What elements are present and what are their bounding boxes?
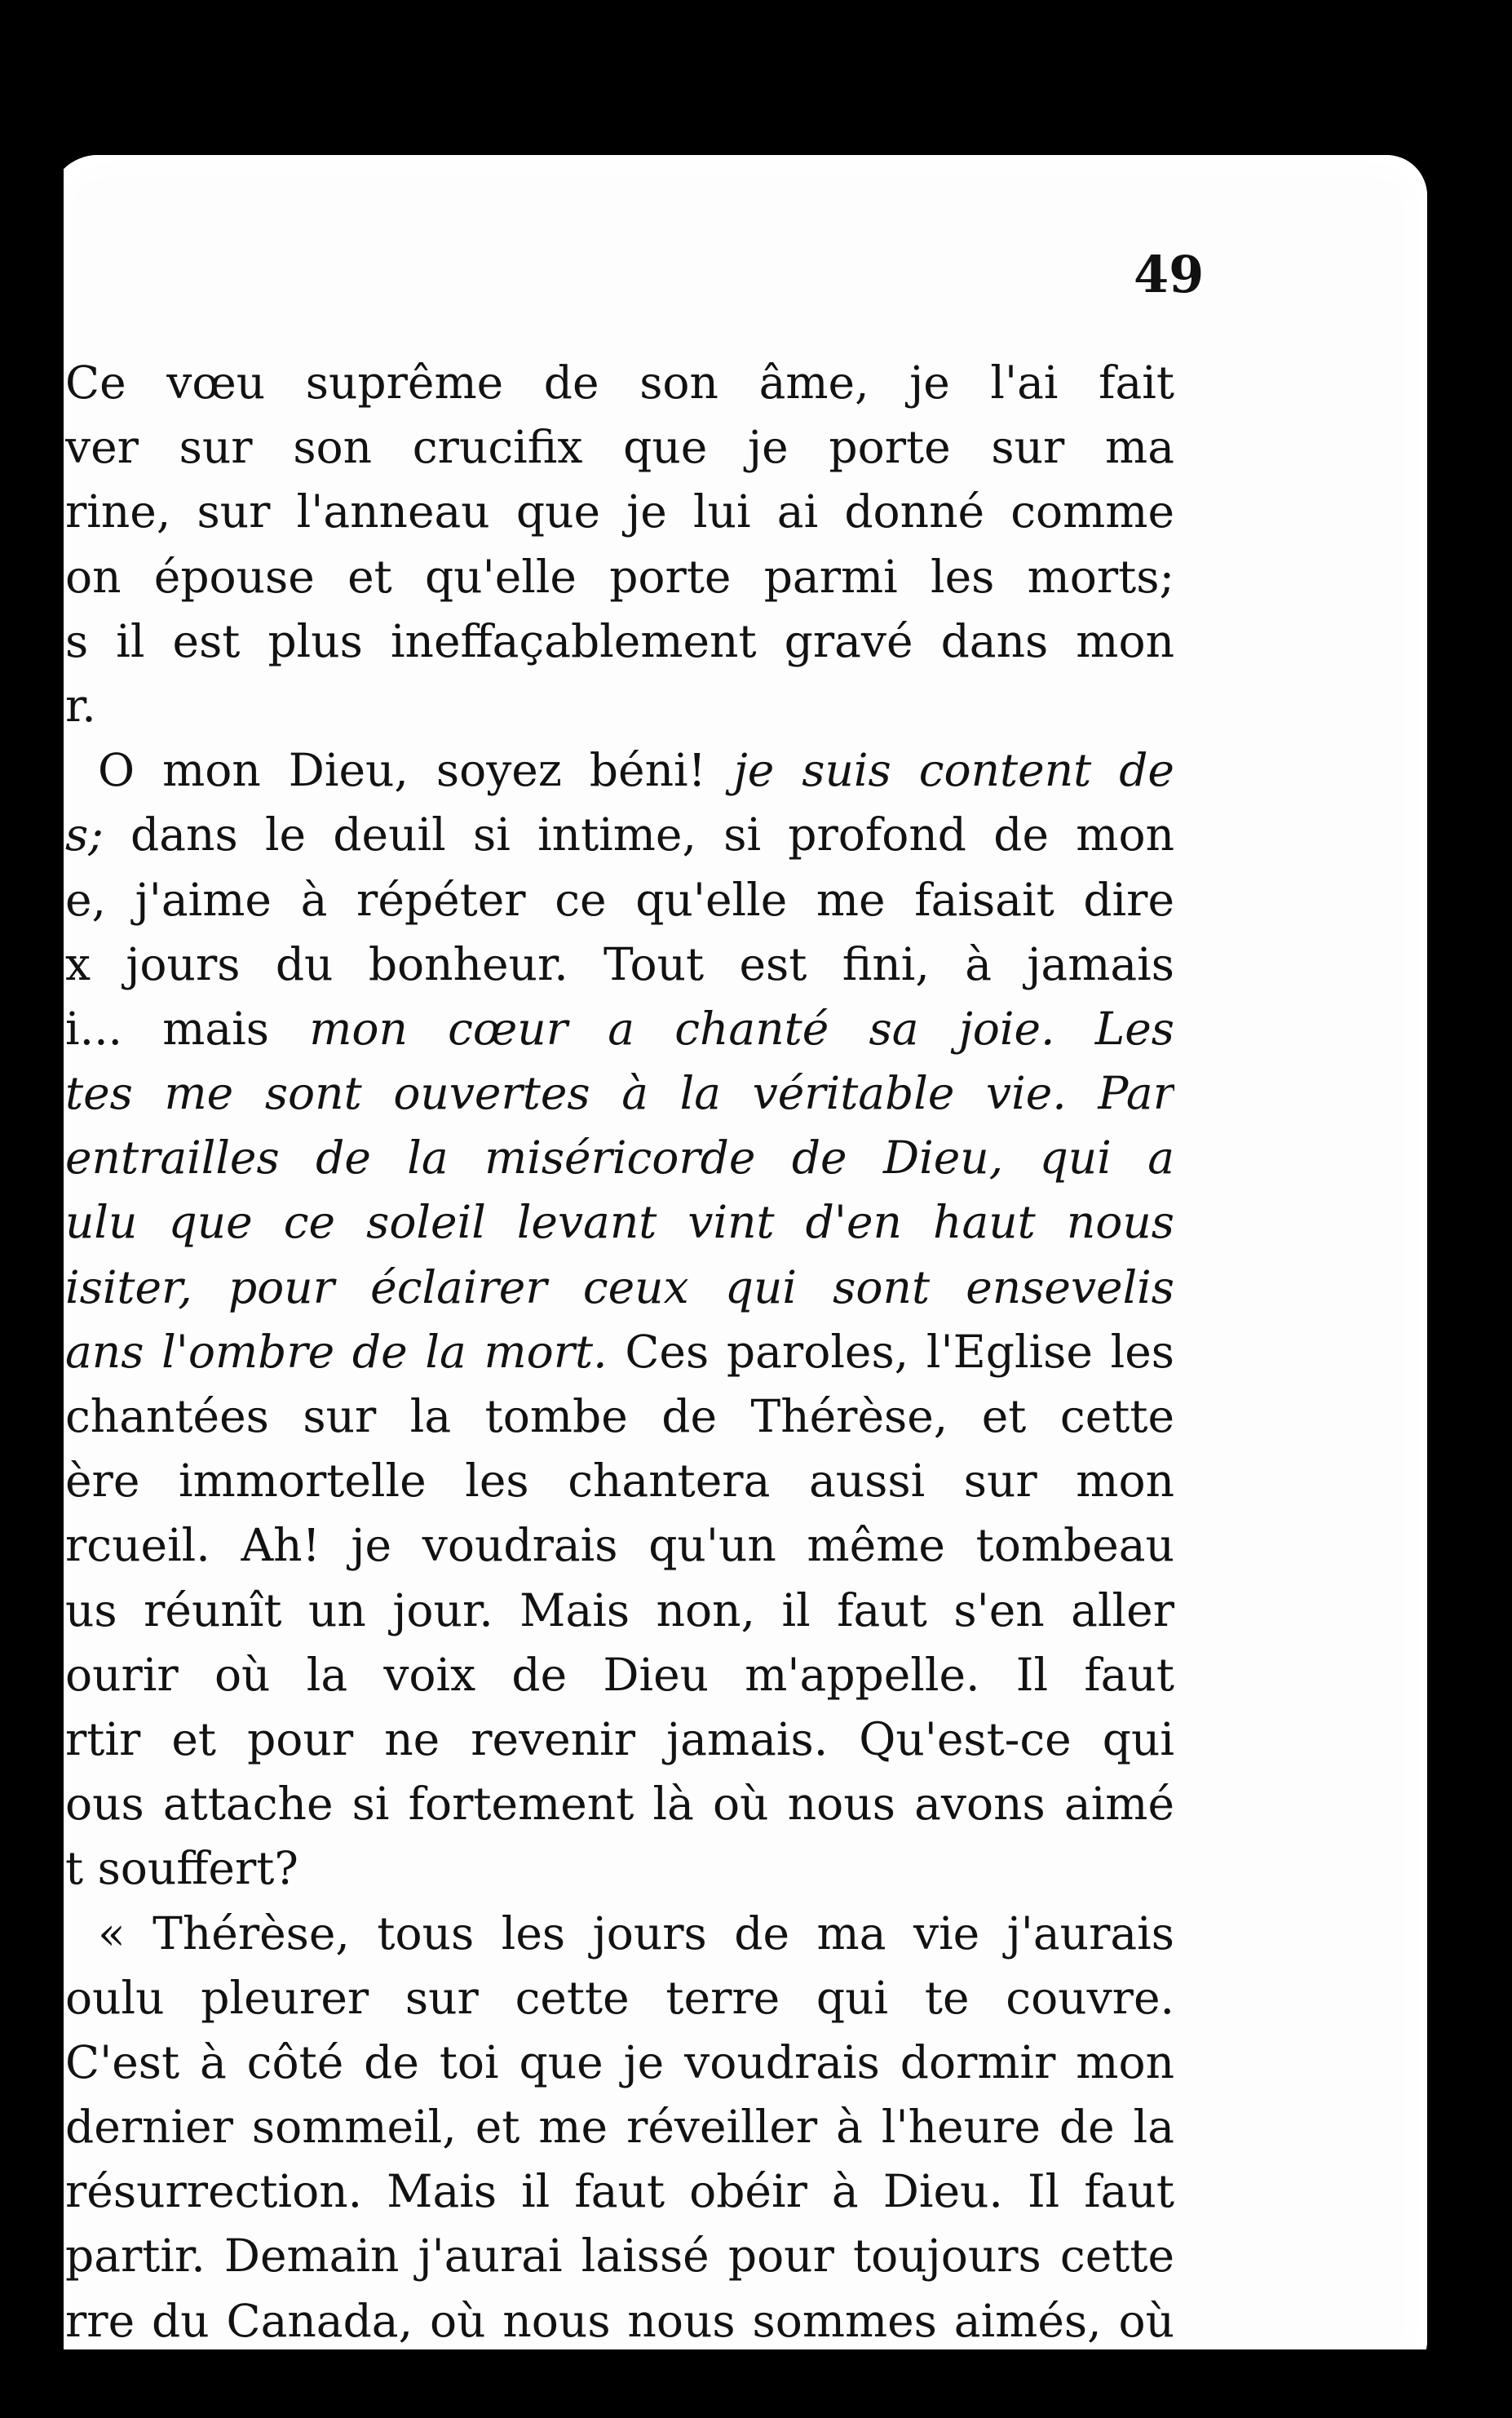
text-segment: rre du Canada, où nous nous sommes aimés, où (65, 2294, 1174, 2347)
text-segment: « Thérèse, tous les jours de ma vie j'aurais (98, 1906, 1174, 1960)
text-line (65, 1836, 1174, 1901)
text-line (65, 674, 1174, 738)
text-line (65, 997, 1174, 1061)
text-segment: partir. Demain j'aurai laissé pour toujours cette (65, 2230, 1174, 2283)
text-segment: rine, sur l'anneau que je lui ai donné comme (65, 485, 1174, 538)
text-line (65, 1126, 1174, 1190)
text-segment: Ces paroles, l'Eglise les (607, 1325, 1174, 1378)
text-segment: ver sur son crucifix que je porte sur ma (65, 421, 1174, 474)
text-segment: t souffert? (65, 1842, 298, 1895)
italic-text: isiter, pour éclairer ceux qui sont ensevelis (65, 1260, 1174, 1313)
text-segment: chantées sur la tombe de Thérèse, et cette (65, 1390, 1174, 1442)
scan-bottom-edge (0, 2349, 1512, 2416)
text-line (65, 1320, 1174, 1384)
text-segment: us réunît un jour. Mais non, il faut s'en aller (65, 1583, 1174, 1636)
text-segment: résurrection. Mais il faut obéir à Dieu. Il faut (65, 2165, 1174, 2218)
text-line (65, 1579, 1174, 1643)
italic-text: ans l'ombre de la mort. (65, 1325, 608, 1378)
text-segment: r. (65, 679, 96, 732)
text-segment: dernier sommeil, et me réveiller à l'heure de la (65, 2101, 1174, 2154)
text-segment: dans le deuil si intime, si profond de mon (103, 808, 1174, 861)
italic-text: ulu que ce soleil levant vint d'en haut nous (65, 1196, 1174, 1249)
text-line (65, 1384, 1174, 1449)
text-segment: ère immortelle les chantera aussi sur mon (65, 1455, 1174, 1508)
text-segment: i... mais (65, 1002, 310, 1055)
text-segment: on épouse et qu'elle porte parmi les morts; (65, 550, 1174, 603)
text-line (65, 868, 1174, 932)
text-line (65, 1513, 1174, 1578)
text-line (65, 2224, 1174, 2288)
text-line (65, 2095, 1174, 2159)
italic-text: tes me sont ouvertes à la véritable vie. Par (65, 1067, 1174, 1120)
text-line (65, 545, 1174, 609)
italic-text: s; (65, 808, 104, 861)
text-line (65, 1061, 1174, 1126)
text-segment: C'est à côté de toi que je voudrais dormir mon (65, 2035, 1174, 2088)
text-line (65, 1902, 1174, 1966)
text-line (65, 1190, 1174, 1255)
text-line (65, 415, 1174, 480)
italic-text: entrailles de la miséricorde de Dieu, qui a (65, 1132, 1174, 1185)
page-number: 49 (1134, 245, 1205, 304)
text-body (65, 351, 1174, 2418)
text-line (65, 1707, 1174, 1772)
text-line (65, 932, 1174, 997)
text-line (65, 803, 1174, 867)
text-segment: ourir où la voix de Dieu m'appelle. Il faut (65, 1648, 1174, 1701)
text-segment: x jours du bonheur. Tout est fini, à jamais (65, 937, 1174, 990)
text-segment: e, j'aime à répéter ce qu'elle me faisait dire (65, 873, 1174, 926)
text-line (65, 1449, 1174, 1513)
text-line (65, 351, 1174, 415)
text-line (65, 2030, 1174, 2095)
text-segment: oulu pleurer sur cette terre qui te couvre. (65, 1971, 1174, 2024)
text-line (65, 2159, 1174, 2224)
text-segment: rcueil. Ah! je voudrais qu'un même tombeau (65, 1519, 1174, 1572)
text-segment: ous attache si fortement là où nous avons aimé (65, 1778, 1174, 1831)
text-line (65, 1772, 1174, 1836)
text-segment: rtir et pour ne revenir jamais. Qu'est-ce qui (65, 1712, 1174, 1765)
text-segment: O mon Dieu, soyez béni! (98, 744, 734, 797)
italic-text: je suis content de (733, 744, 1174, 797)
text-line (65, 1256, 1174, 1320)
text-segment: s il est plus ineffaçablement gravé dans mon (65, 614, 1174, 667)
text-segment: Ce vœu suprême de son âme, je l'ai fait (65, 356, 1174, 409)
text-line (65, 480, 1174, 544)
text-line (65, 2289, 1174, 2354)
scan-left-edge (0, 0, 64, 2416)
text-line (65, 1966, 1174, 2030)
text-line (65, 1643, 1174, 1707)
text-line (65, 609, 1174, 674)
text-line (65, 738, 1174, 803)
italic-text: mon cœur a chanté sa joie. Les (309, 1002, 1174, 1055)
